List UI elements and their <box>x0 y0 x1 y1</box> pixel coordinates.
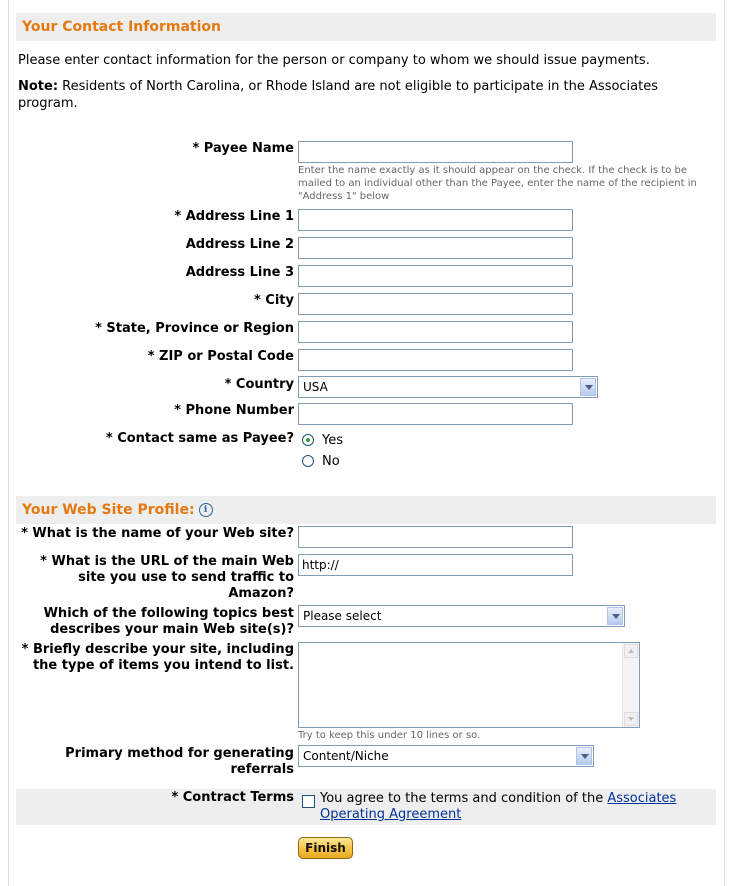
site-topics-label <box>44 606 294 638</box>
site-url-label <box>40 554 294 602</box>
site-url-input[interactable]: http:// <box>298 554 573 576</box>
chevron-down-icon[interactable] <box>607 607 623 625</box>
referral-method-select[interactable] <box>298 745 594 767</box>
contact-section-heading: Your Contact Information <box>16 13 716 41</box>
referral-method-label <box>65 746 294 778</box>
city-label: * City <box>253 293 294 308</box>
note-label: Note: <box>18 79 59 94</box>
site-url-label-line-2: site you use to send traffic to <box>78 570 294 585</box>
country-select[interactable] <box>298 376 598 398</box>
scroll-down-arrow-icon[interactable] <box>624 712 638 726</box>
referral-method-label-line-2: referrals <box>230 762 294 777</box>
agree-terms-text <box>320 791 710 823</box>
info-icon[interactable]: i <box>199 503 213 517</box>
contact-same-yes-radio[interactable] <box>302 434 314 446</box>
site-name-input[interactable] <box>298 526 573 548</box>
contact-same-label: * Contact same as Payee? <box>105 431 294 446</box>
site-description-label <box>22 642 294 674</box>
scroll-up-arrow-icon[interactable] <box>624 644 638 658</box>
site-description-label-line-2: the type of items you intend to list. <box>32 658 294 673</box>
address-line-3-label: Address Line 3 <box>185 265 294 280</box>
contact-same-no-radio[interactable] <box>302 455 314 467</box>
site-url-label-line-3: Amazon? <box>228 586 294 601</box>
site-topics-selected-value: Please select <box>303 609 382 623</box>
agree-terms-sentence: You agree to the terms and condition of the <box>320 791 608 806</box>
textarea-scrollbar[interactable] <box>622 643 639 727</box>
site-description-label-line-1: * Briefly describe your site, including <box>21 642 294 657</box>
country-selected-value: USA <box>303 380 328 394</box>
referral-method-label-line-1: Primary method for generating <box>65 746 294 761</box>
associates-operating-agreement-link[interactable]: Associates Operating Agreement <box>320 791 677 822</box>
address-line-2-label: Address Line 2 <box>185 237 294 252</box>
state-label: * State, Province or Region <box>95 321 294 336</box>
address-line-1-input[interactable] <box>298 209 573 231</box>
website-section-heading <box>16 496 716 524</box>
contact-same-yes-label[interactable]: Yes <box>322 433 343 448</box>
address-line-1-label: * Address Line 1 <box>174 209 294 224</box>
site-description-hint: Try to keep this under 10 lines or so. <box>298 730 481 741</box>
referral-method-selected-value: Content/Niche <box>303 749 389 763</box>
website-heading-text: Your Web Site Profile: <box>22 502 195 518</box>
state-input[interactable] <box>298 321 573 343</box>
phone-input[interactable] <box>298 403 573 425</box>
site-topics-label-line-1: Which of the following topics best <box>43 606 294 621</box>
site-url-label-line-1: * What is the URL of the main Web <box>40 554 294 569</box>
address-line-2-input[interactable] <box>298 237 573 259</box>
site-name-label: * What is the name of your Web site? <box>21 526 294 541</box>
phone-label: * Phone Number <box>174 403 294 418</box>
city-input[interactable] <box>298 293 573 315</box>
agree-terms-checkbox[interactable] <box>302 795 315 808</box>
eligibility-note <box>18 78 708 112</box>
contact-same-no-label[interactable]: No <box>322 454 340 469</box>
payee-name-label: * Payee Name <box>192 141 294 156</box>
site-description-textarea[interactable] <box>298 642 640 728</box>
address-line-3-input[interactable] <box>298 265 573 287</box>
zip-input[interactable] <box>298 349 573 371</box>
note-text: Residents of North Carolina, or Rhode Island are not eligible to participate in the Associates program. <box>18 79 659 111</box>
payee-name-hint: Enter the name exactly as it should appear on the check. If the check is to be mailed to an individual other than the Payee, enter the name of the recipient in "Address 1" below <box>298 165 697 202</box>
zip-label: * ZIP or Postal Code <box>147 349 294 364</box>
payee-name-input[interactable] <box>298 141 573 163</box>
contract-terms-label: * Contract Terms <box>171 790 294 805</box>
contact-intro: Please enter contact information for the person or company to whom we should issue payments. <box>18 53 650 68</box>
site-topics-select[interactable] <box>298 605 625 627</box>
chevron-down-icon[interactable] <box>576 747 592 765</box>
finish-button[interactable]: Finish <box>298 837 353 859</box>
site-topics-label-line-2: describes your main Web site(s)? <box>50 622 294 637</box>
chevron-down-icon[interactable] <box>580 378 596 396</box>
country-label: * Country <box>224 377 294 392</box>
